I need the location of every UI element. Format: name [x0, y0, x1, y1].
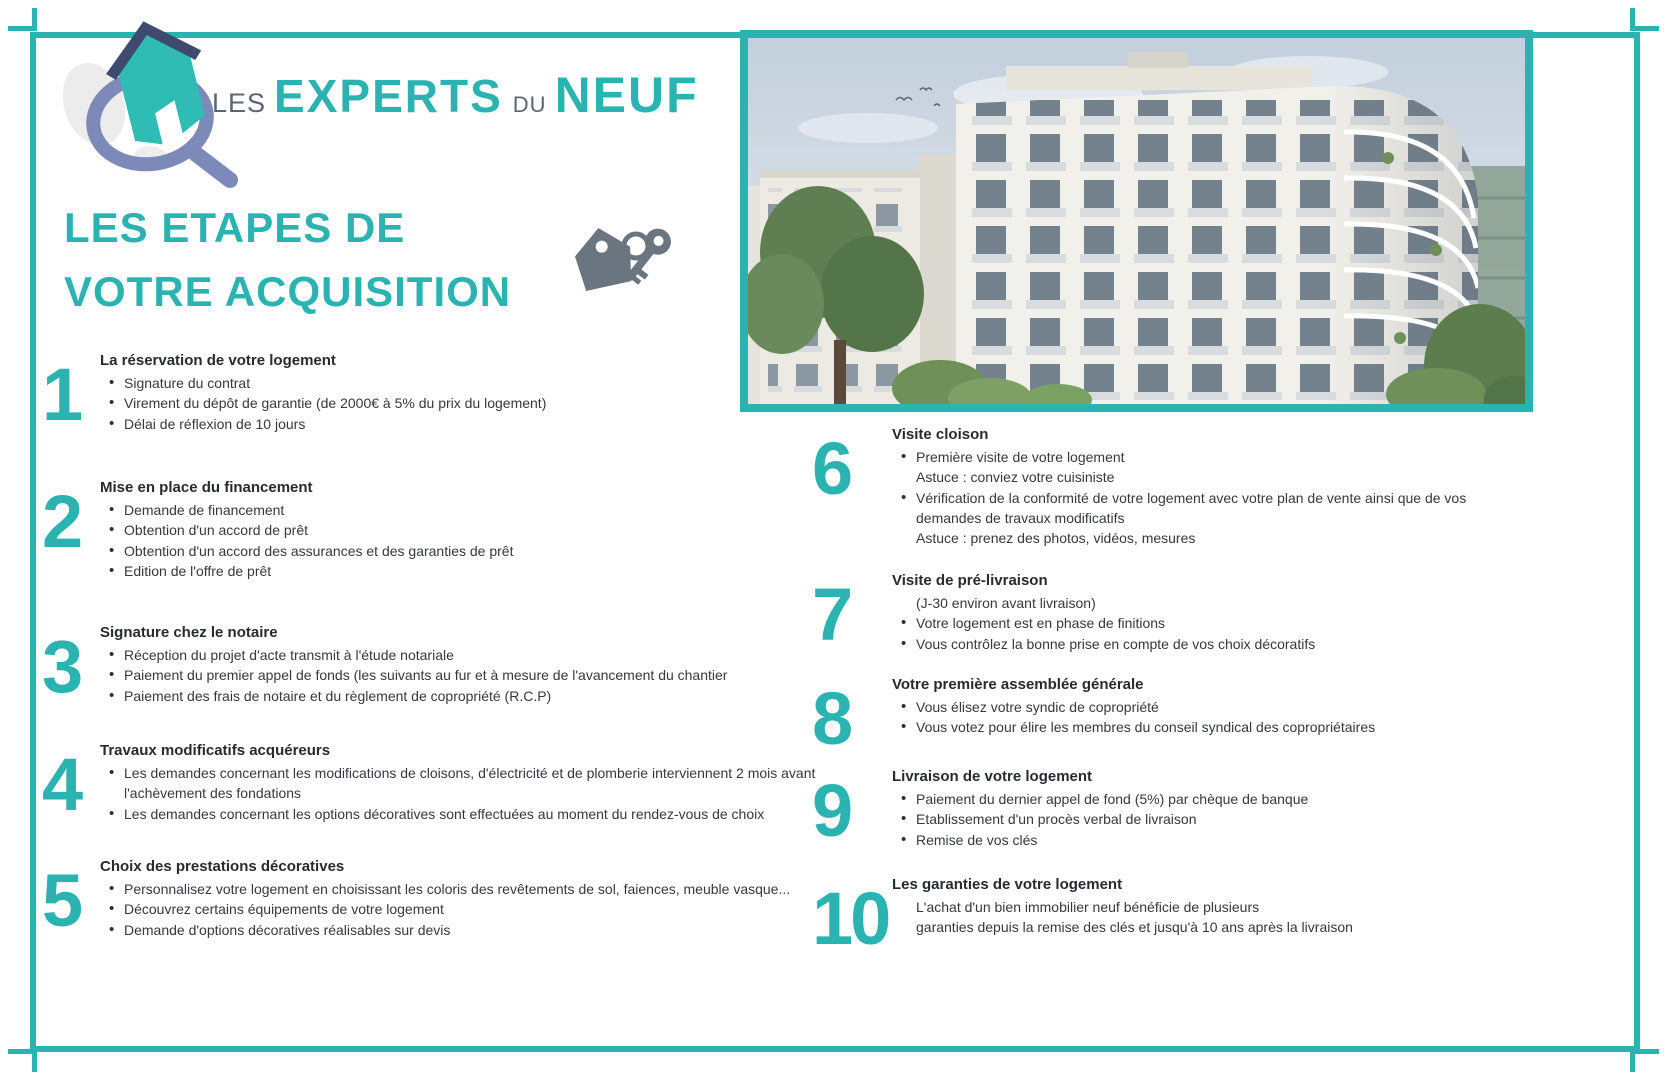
acquisition-step [42, 858, 822, 940]
step-heading: Votre première assemblée générale [892, 676, 1144, 693]
step-body [892, 876, 1532, 948]
step-number: 9 [812, 769, 851, 852]
step-bullet-item: • Demande de financement [100, 500, 822, 520]
step-lines [100, 645, 822, 706]
step-lines [100, 879, 822, 940]
step-heading: Travaux modificatifs acquéreurs [100, 742, 331, 759]
brand-word-du: DU [512, 92, 547, 117]
brand-word-experts: EXPERTS [274, 70, 503, 122]
corner-mark-top-left [8, 8, 37, 31]
step-number: 6 [812, 427, 851, 510]
page-title-line2: VOTRE ACQUISITION [64, 268, 512, 315]
step-bullet-item: • Vous votez pour élire les membres du conseil syndical des copropriétaires [892, 717, 1532, 737]
corner-mark-top-right [1630, 8, 1659, 31]
step-plain-line: garanties depuis la remise des clés et jusqu'à 10 ans après la livraison [916, 919, 1353, 936]
step-bullet-item: • Première visite de votre logement [892, 447, 1532, 467]
acquisition-step [812, 572, 1532, 654]
step-number: 1 [42, 353, 81, 436]
acquisition-step [42, 624, 822, 706]
step-bullet-item: • Personnalisez votre logement en choisissant les coloris des revêtements de sol, faiences, meuble vasque... [100, 879, 822, 899]
step-bullet-item: • Paiement du premier appel de fonds (les suivants au fur et à mesure de l'avancement du chantier [100, 665, 822, 685]
acquisition-step [812, 876, 1532, 960]
page-title-line1: LES ETAPES DE [64, 204, 406, 251]
step-body [100, 858, 822, 940]
step-bullet-item: • Vous élisez votre syndic de copropriété [892, 697, 1532, 717]
acquisition-step [42, 742, 822, 824]
step-heading: Choix des prestations décoratives [100, 858, 345, 875]
step-lines [892, 697, 1532, 738]
acquisition-step [42, 479, 822, 581]
step-heading: Visite cloison [892, 426, 989, 443]
step-lines [100, 373, 822, 434]
step-number: 2 [42, 480, 81, 563]
step-number: 4 [42, 743, 81, 826]
acquisition-step [42, 352, 822, 434]
step-body [892, 572, 1532, 654]
step-bullet-item: • Demande d'options décoratives réalisables sur devis [100, 920, 822, 940]
step-heading: Livraison de votre logement [892, 768, 1093, 785]
step-bullet-item: • Paiement des frais de notaire et du règlement de copropriété (R.C.P) [100, 686, 822, 706]
step-number: 7 [812, 573, 851, 656]
step-bullet-item: • Virement du dépôt de garantie (de 2000€ à 5% du prix du logement) [100, 393, 822, 413]
step-lines [892, 789, 1532, 850]
step-plain-line: L'achat d'un bien immobilier neuf bénéficie de plusieurs [916, 899, 1260, 915]
step-bullet-item: • Signature du contrat [100, 373, 822, 393]
step-bullet-item: • Etablissement d'un procès verbal de livraison [892, 809, 1532, 829]
step-bullet-item: • Votre logement est en phase de finitions [892, 613, 1532, 633]
step-number: 10 [812, 877, 889, 960]
step-body [892, 768, 1532, 850]
acquisition-step [812, 676, 1532, 760]
step-bullet-item: • Délai de réflexion de 10 jours [100, 414, 822, 434]
step-body [100, 352, 822, 434]
step-lines [100, 763, 822, 824]
step-bullet-item: • Edition de l'offre de prêt [100, 561, 822, 581]
brand-word-les: LES [212, 88, 267, 118]
step-body [100, 624, 822, 706]
corner-mark-bottom-right [1630, 1049, 1659, 1072]
step-body [100, 742, 822, 824]
step-heading: Visite de pré-livraison [892, 572, 1048, 589]
step-number: 3 [42, 625, 81, 708]
step-bullet-item: • Obtention d'un accord de prêt [100, 520, 822, 540]
step-bullet-item: • Les demandes concernant les options décoratives sont effectuées au moment du rendez-vous de choix [100, 804, 822, 824]
step-lines [892, 447, 1532, 548]
acquisition-step [812, 768, 1532, 850]
step-lines [892, 593, 1532, 654]
step-lines [892, 897, 1532, 938]
step-bullet-item: • Remise de vos clés [892, 830, 1532, 850]
step-bullet-item: • Obtention d'un accord des assurances et des garanties de prêt [100, 541, 822, 561]
step-body [892, 676, 1532, 748]
step-bullet-item: • Paiement du dernier appel de fond (5%) par chèque de banque [892, 789, 1532, 809]
step-bullet-item: • Vérification de la conformité de votre logement avec votre plan de vente ainsi que de vos demandes de travaux modificatifs [892, 488, 1532, 529]
step-bullet-item: • Vous contrôlez la bonne prise en compte de vos choix décoratifs [892, 634, 1532, 654]
brand-word-neuf: NEUF [554, 67, 699, 123]
steps-column-right [812, 0, 1532, 1080]
step-number: 5 [42, 859, 81, 942]
step-bullet-item: • Découvrez certains équipements de votre logement [100, 899, 822, 919]
step-body [100, 479, 822, 581]
step-heading: Mise en place du financement [100, 479, 313, 496]
step-number: 8 [812, 677, 851, 760]
step-plain-line: (J-30 environ avant livraison) [916, 595, 1096, 611]
step-plain-line: Astuce : prenez des photos, vidéos, mesures [916, 530, 1196, 547]
step-bullet-item: • Les demandes concernant les modifications de cloisons, d'électricité et de plomberie interviennent 2 mois avant l'achèvement des fondations [100, 763, 822, 804]
acquisition-step [812, 426, 1532, 548]
step-lines [100, 500, 822, 581]
step-body [892, 426, 1532, 548]
corner-mark-bottom-left [8, 1049, 37, 1072]
step-heading: La réservation de votre logement [100, 352, 336, 369]
brand-wordmark [212, 66, 699, 124]
step-heading: Signature chez le notaire [100, 624, 278, 641]
step-heading: Les garanties de votre logement [892, 876, 1123, 893]
step-bullet-item: • Réception du projet d'acte transmit à l'étude notariale [100, 645, 822, 665]
step-plain-line: Astuce : conviez votre cuisiniste [916, 469, 1115, 486]
